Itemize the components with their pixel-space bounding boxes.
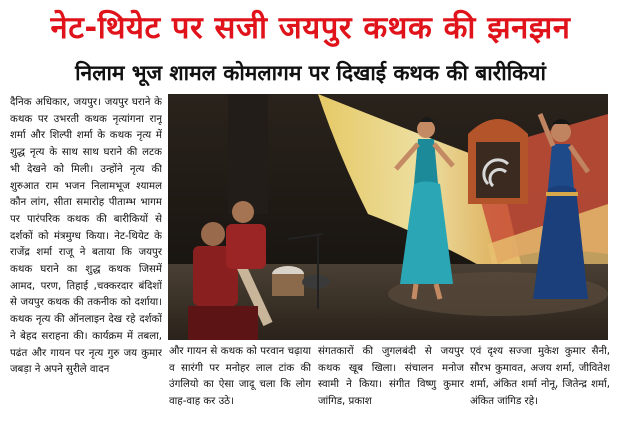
performance-photo	[168, 94, 608, 340]
subheadline: निलाम भूज शामल कोमलागम पर दिखाई कथक की बारीकियां	[75, 61, 546, 85]
headline: नेट-थियेट पर सजी जयपुर कथक की झनझन	[50, 10, 571, 46]
article-text-4: एवं दृश्य सज्जा मुकेश कुमार सैनी, सौरभ कुमावत, अजय शर्मा, जीवितेश शर्मा, अंकित शर्मा नोनू, जितेन्द्र शर्मा, अंकित जांगिड रहे।	[470, 346, 610, 407]
article-text-2: और गायन से कथक को परवान चढ़ाया व सारंगी पर मनोहर लाल टांक की उंगलियो का ऐसा जादू चला कि लोग वाह-वाह कर उठे।	[169, 346, 311, 407]
article-column-1	[10, 95, 162, 425]
article-text-1: दैनिक अधिकार, जयपुर। जयपुर घराने के कथक पर उभरती कथक नृत्यांगना रानू शर्मा और शिल्पी शर्मा के कथक नृत्य में शुद्ध नृत्य के साथ साथ घराने की लटक भी देखने को मिली। उन्होंने नृत्य की शुरुआत राम भजन निलामभूज श्यामल कौन लांग, सीता समारोह पीताम्भ भागम पर पारंपरिक कथक की बारीकियों से दर्शकों को मंत्रमुग्ध किया। नेट-थियेट के राजेंद्र शर्मा राजू ने बताया कि जयपुर कथक घराने का शुद्ध कथक जिसमें आमद, परण, तिहाई ,चक्करदार बंदिशों से जयपुर कथक की तकनीक को दर्शाया। कथक नृत्य की ऑनलाइन देख रहे दर्शकों ने बेहद सराहना की। कार्यक्रम में तबला, पढंत और गायन पर नृत्य गुरु जय कुमार जबड़ा ने अपने सुरीले वादन	[10, 97, 162, 376]
ornate-backdrop-frame	[468, 119, 528, 204]
article-text-3: संगतकारों की जुगलबंदी से जयपुर कथक खूब खिला। संचालन मनोज स्वामी ने किया। संगीत विष्णु कुमार जांगिड, प्रकाश	[318, 346, 464, 407]
article-column-3	[318, 344, 464, 428]
article-column-2	[169, 344, 311, 428]
article-column-4	[470, 344, 610, 428]
